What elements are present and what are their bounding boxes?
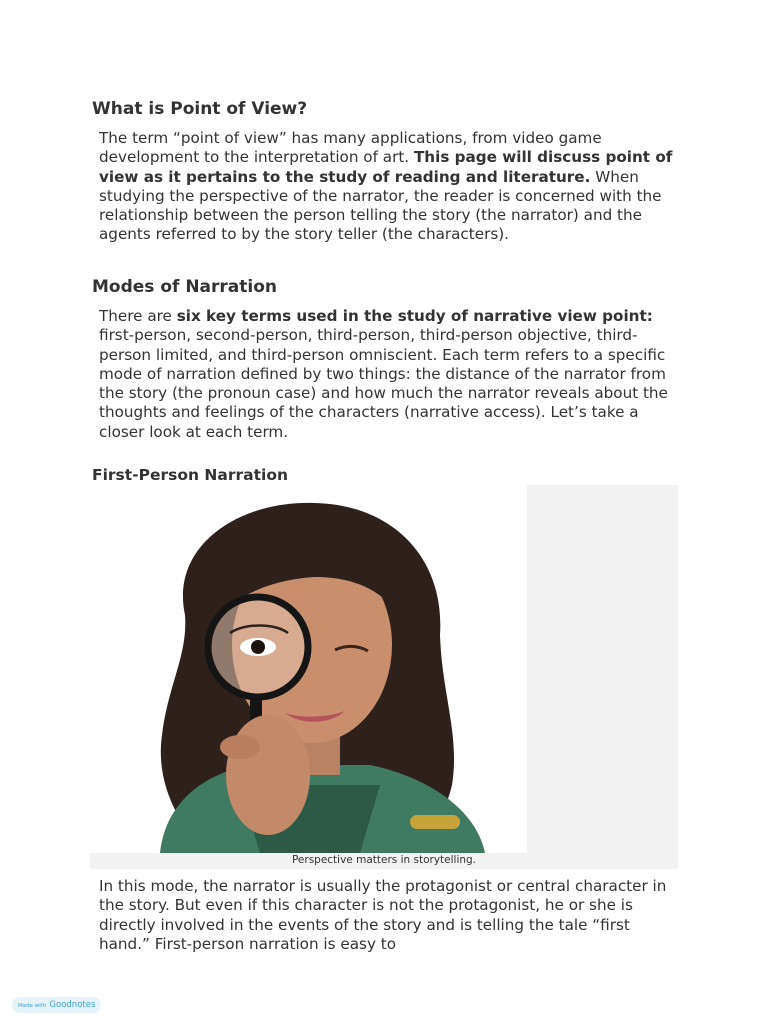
heading-modes-of-narration: Modes of Narration: [92, 277, 277, 297]
figure: [90, 485, 678, 869]
badge-brand: Goodnotes: [49, 1000, 96, 1010]
figure-caption: Perspective matters in storytelling.: [291, 854, 477, 866]
goodnotes-badge: [12, 997, 101, 1013]
modes-paragraph: [99, 307, 674, 442]
first-person-paragraph: In this mode, the narrator is usually the protagonist or central character in the story. But even if this character is not the protagonist, he or she is directly involved in the events of the story and is telling the tale “first hand.” First-person narration is easy to: [99, 877, 667, 953]
heading-first-person: First-Person Narration: [92, 466, 289, 484]
intro-text-2: When studying the perspective of the narrator, the reader is concerned with the relationship between the person telling the story (the narrator) and the agents referred to by the story teller (the characters).: [99, 167, 662, 244]
modes-text-1: There are: [99, 307, 177, 325]
intro-text-1: The term “point of view” has many applications, from video game development to the interpretation of art.: [99, 129, 602, 167]
girl-with-magnifying-glass-image: [90, 485, 527, 853]
modes-text-2: first-person, second-person, third-person, third-person objective, third-person limited, and third-person omniscient. Each term refers to a specific mode of narration defined by two things: the distance of the narrator from the story (the pronoun case) and how much the narrator reveals about the thoughts and feelings of the characters (narrative access). Let’s take a closer look at each term.: [99, 326, 668, 441]
modes-bold: six key terms used in the study of narrative view point:: [176, 307, 653, 325]
badge-small-text: Made with: [18, 1003, 47, 1009]
intro-paragraph: [99, 129, 674, 245]
heading-point-of-view: What is Point of View?: [92, 99, 308, 119]
intro-bold: This page will discuss point of view as it pertains to the study of reading and literature.: [99, 148, 673, 186]
girl-photo-illustration: [90, 485, 527, 853]
